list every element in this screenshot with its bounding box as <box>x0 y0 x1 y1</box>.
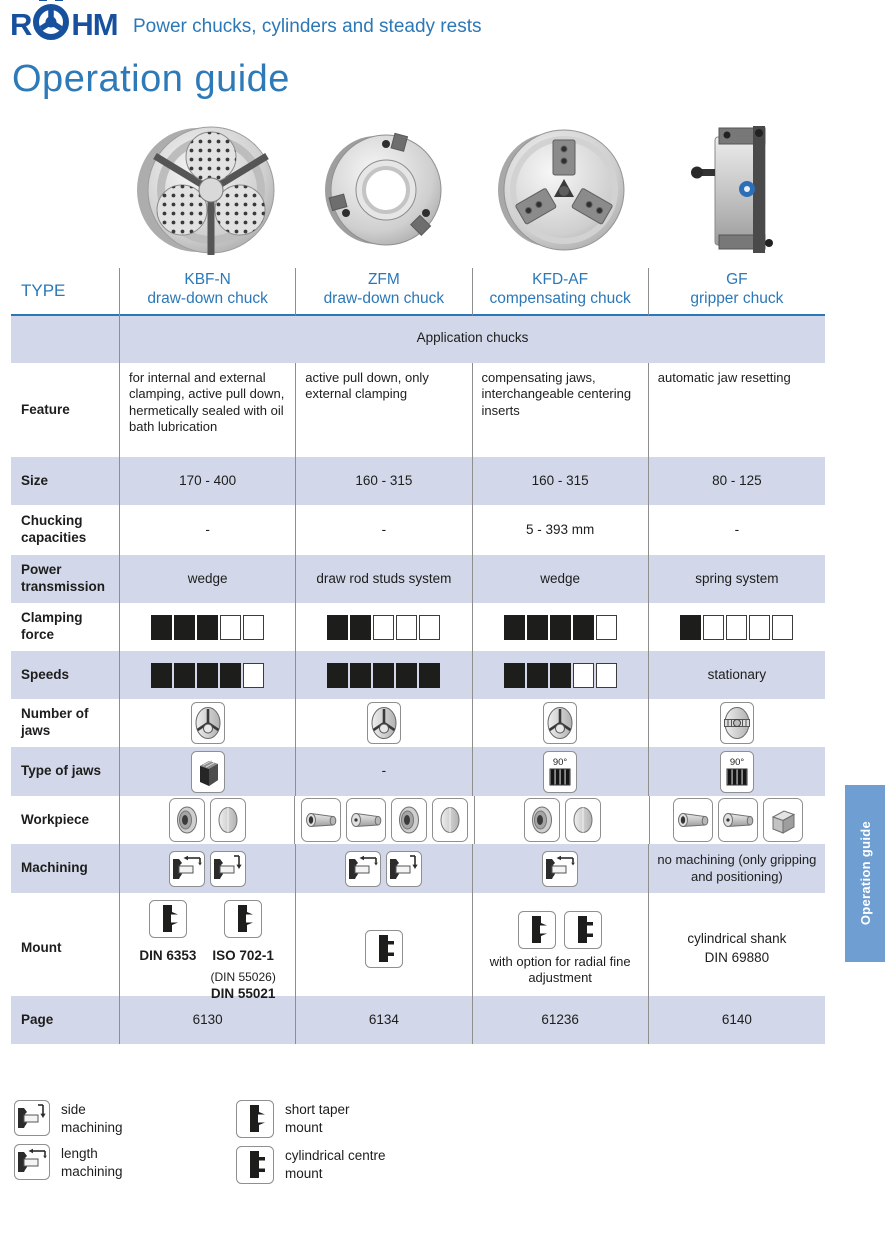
product-photos <box>120 116 825 264</box>
power-gf: spring system <box>695 570 779 586</box>
row-label-clamping-force: Clamping force <box>11 603 120 651</box>
row-type-of-jaws <box>11 747 825 796</box>
workpiece-shaft-icon <box>346 798 386 842</box>
legend-icon-holder <box>14 1144 50 1185</box>
legend-label-line: cylindrical centre <box>285 1148 386 1163</box>
workpiece-disc-icon <box>565 798 601 842</box>
type-of-jaws-gf <box>649 747 825 796</box>
row-label-power: Power transmission <box>11 555 120 603</box>
row-feature <box>11 363 825 457</box>
legend-icon-holder <box>14 1100 50 1141</box>
column-header-zfm <box>296 268 472 316</box>
rating-square-empty <box>243 663 264 688</box>
type-of-jaws-kbfn <box>120 747 296 796</box>
legend-item-side-machining <box>14 1100 123 1141</box>
size-gf: 80 - 125 <box>712 472 762 488</box>
number-of-jaws-kbfn <box>120 699 296 747</box>
feature-gf: automatic jaw resetting <box>657 370 791 385</box>
rating-square-filled <box>419 663 440 688</box>
rating-square-filled <box>504 663 525 688</box>
rating-square-filled <box>197 615 218 640</box>
rating-square-filled <box>680 615 701 640</box>
mount-kfdaf <box>473 893 649 1005</box>
workpiece-kbfn <box>120 796 295 844</box>
speeds-zfm-rating <box>296 651 472 699</box>
short-taper-mount-icon <box>236 1100 274 1138</box>
workpiece-cube-icon <box>763 798 803 842</box>
short-taper-mount-icon <box>518 911 556 949</box>
chucking-kfdaf: 5 - 393 mm <box>473 505 649 555</box>
workpiece-ring-icon <box>169 798 205 842</box>
column-subtitle: gripper chuck <box>690 290 784 308</box>
product-photo-gf <box>649 116 825 264</box>
power-kbfn: wedge <box>120 555 296 603</box>
cylindrical-centre-mount-icon <box>365 930 403 968</box>
side-machining-icon <box>210 851 246 887</box>
clamping-force-kfdaf-rating <box>473 603 649 651</box>
column-subtitle: compensating chuck <box>489 290 631 308</box>
mount-gf-line1: cylindrical shank <box>687 930 787 946</box>
legend-icon-holder <box>236 1100 274 1143</box>
logo-gear-icon <box>32 0 70 40</box>
mount-caption: DIN 55021 <box>210 985 276 1001</box>
legend-label-line: length <box>61 1146 98 1161</box>
workpiece-tube-icon <box>301 798 341 842</box>
rating-square-filled <box>573 615 594 640</box>
row-label-type-of-jaws: Type of jaws <box>11 747 120 796</box>
mount-icons <box>518 911 602 949</box>
legend <box>14 1098 574 1208</box>
comparison-table <box>11 268 825 1044</box>
block-jaw-icon <box>191 751 225 793</box>
rating-square-empty <box>419 615 440 640</box>
legend-label-line: mount <box>285 1119 323 1135</box>
legend-item-length-machining <box>14 1144 123 1185</box>
column-header-kfdaf <box>473 268 649 316</box>
row-label-mount: Mount <box>11 893 120 1005</box>
workpiece-disc-icon <box>432 798 468 842</box>
rating-square-empty <box>396 615 417 640</box>
row-label-speeds: Speeds <box>11 651 120 699</box>
mount-kbfn <box>120 893 296 1005</box>
rating-square-empty <box>703 615 724 640</box>
mount-group-iso702 <box>210 900 275 1003</box>
machining-gf: no machining (only gripping and positioning) <box>657 852 817 884</box>
workpiece-ring-icon <box>391 798 427 842</box>
legend-label-line: short taper <box>285 1102 350 1117</box>
length-machining-icon <box>542 851 578 887</box>
column-header-gf <box>649 268 825 316</box>
power-zfm: draw rod studs system <box>296 555 472 603</box>
rating-square-filled <box>527 615 548 640</box>
rating-square-filled <box>350 615 371 640</box>
row-workpiece <box>11 796 825 844</box>
page-kfdaf: 61236 <box>473 996 649 1044</box>
number-of-jaws-gf <box>649 699 825 747</box>
rating-square-filled <box>327 663 348 688</box>
clamping-force-zfm-rating <box>296 603 472 651</box>
row-label-size: Size <box>11 457 120 505</box>
short-taper-mount-icon <box>149 900 187 938</box>
length-machining-icon <box>345 851 381 887</box>
row-label-number-of-jaws: Number of jaws <box>11 699 120 747</box>
rating-square-empty <box>596 663 617 688</box>
rating-square-filled <box>174 615 195 640</box>
size-zfm: 160 - 315 <box>296 457 472 505</box>
section-tab-operation-guide <box>845 785 885 962</box>
chucking-kbfn: - <box>120 505 296 555</box>
speeds-kbfn-rating <box>120 651 296 699</box>
ninety-degree-jaw-icon <box>543 751 577 793</box>
legend-label <box>285 1100 350 1137</box>
column-subtitle: draw-down chuck <box>323 290 445 308</box>
rating-square-filled <box>220 663 241 688</box>
row-machining <box>11 844 825 893</box>
rating-square-filled <box>174 663 195 688</box>
logo-letters-hm: HM <box>71 7 118 42</box>
row-mount <box>11 893 825 1001</box>
row-page <box>11 996 825 1044</box>
size-kfdaf: 160 - 315 <box>473 457 649 505</box>
row-label-machining: Machining <box>11 844 120 893</box>
section-tab-label: Operation guide <box>857 821 873 926</box>
jaw-angle-label: 90° <box>729 756 745 768</box>
mount-group-din6353 <box>139 900 196 965</box>
page-zfm: 6134 <box>296 996 472 1044</box>
feature-zfm: active pull down, only external clamping <box>296 363 472 457</box>
length-machining-icon <box>14 1144 50 1180</box>
side-machining-icon <box>386 851 422 887</box>
row-label-page: Page <box>11 996 120 1044</box>
workpiece-gf <box>650 796 825 844</box>
speeds-gf: stationary <box>707 666 767 682</box>
feature-kfdaf: compensating jaws, interchangeable centering inserts <box>473 363 649 457</box>
mount-icon-holder <box>149 900 187 943</box>
rating-square-filled <box>550 663 571 688</box>
rating-square-empty <box>772 615 793 640</box>
rating-square-empty <box>596 615 617 640</box>
workpiece-zfm <box>295 796 475 844</box>
feature-kbfn: for internal and external clamping, active pull down, hermetically sealed with oil bath lubrication <box>120 363 296 457</box>
mount-gf-line2: DIN 69880 <box>704 949 770 965</box>
legend-label <box>61 1144 123 1181</box>
rating-square-filled <box>327 615 348 640</box>
power-kfdaf: wedge <box>473 555 649 603</box>
mount-gf <box>649 893 825 1005</box>
cylindrical-centre-mount-icon <box>564 911 602 949</box>
page-kbfn: 6130 <box>120 996 296 1044</box>
mount-caption: ISO 702-1 <box>212 947 274 963</box>
machining-zfm <box>296 844 472 893</box>
table-header-row <box>11 268 825 314</box>
legend-label-line: side <box>61 1102 86 1117</box>
machining-kfdaf <box>473 844 649 893</box>
three-jaw-chuck-icon <box>543 702 577 744</box>
rating-square-empty <box>243 615 264 640</box>
row-clamping-force <box>11 603 825 651</box>
column-subtitle: draw-down chuck <box>147 290 268 308</box>
brand-header <box>10 0 118 42</box>
row-label-feature: Feature <box>11 363 120 457</box>
clamping-force-kbfn-rating <box>120 603 296 651</box>
row-number-of-jaws <box>11 699 825 747</box>
mount-icon-holder <box>224 900 262 943</box>
rating-square-filled <box>527 663 548 688</box>
rating-square-filled <box>550 615 571 640</box>
application-band-row <box>11 314 825 363</box>
rating-square-filled <box>350 663 371 688</box>
row-chucking-capacities <box>11 505 825 555</box>
three-jaw-chuck-icon <box>191 702 225 744</box>
mount-caption: DIN 6353 <box>139 947 197 963</box>
ninety-degree-jaw-icon <box>720 751 754 793</box>
rating-square-empty <box>220 615 241 640</box>
type-of-jaws-zfm: - <box>296 747 472 796</box>
jaw-angle-label: 90° <box>552 756 568 768</box>
length-machining-icon <box>169 851 205 887</box>
legend-label <box>61 1100 123 1137</box>
column-name: KBF-N <box>184 271 231 288</box>
legend-label-line: mount <box>285 1165 323 1181</box>
machining-kbfn <box>120 844 296 893</box>
rating-square-empty <box>726 615 747 640</box>
column-name: ZFM <box>367 271 400 288</box>
row-speeds <box>11 651 825 699</box>
row-label-chucking: Chucking capacities <box>11 505 120 555</box>
product-photo-kbfn <box>120 116 296 264</box>
number-of-jaws-zfm <box>296 699 472 747</box>
mount-caption-sub: (DIN 55026) <box>210 969 276 984</box>
chucking-zfm: - <box>296 505 472 555</box>
legend-label-line: machining <box>61 1119 123 1135</box>
clamping-force-gf-rating <box>649 603 825 651</box>
short-taper-mount-icon <box>224 900 262 938</box>
mount-zfm <box>296 893 472 1005</box>
column-name: KFD-AF <box>532 271 589 288</box>
legend-item-short-taper-mount <box>236 1100 350 1143</box>
workpiece-tube-icon <box>673 798 713 842</box>
three-jaw-chuck-icon <box>367 702 401 744</box>
rating-square-filled <box>504 615 525 640</box>
rohm-logo <box>10 0 118 40</box>
legend-icon-holder <box>236 1146 274 1189</box>
workpiece-disc-icon <box>210 798 246 842</box>
size-kbfn: 170 - 400 <box>120 457 296 505</box>
legend-item-cylindrical-centre-mount <box>236 1146 386 1189</box>
rating-square-filled <box>197 663 218 688</box>
two-jaw-chuck-icon <box>720 702 754 744</box>
rating-square-filled <box>151 663 172 688</box>
workpiece-kfdaf <box>475 796 650 844</box>
column-name: GF <box>726 271 748 288</box>
rating-square-empty <box>373 615 394 640</box>
number-of-jaws-kfdaf <box>473 699 649 747</box>
page-gf: 6140 <box>721 1011 752 1027</box>
rating-square-empty <box>573 663 594 688</box>
workpiece-ring-icon <box>524 798 560 842</box>
mount-note: with option for radial fine adjustment <box>489 954 631 986</box>
page-title: Operation guide <box>12 58 290 100</box>
row-label-workpiece: Workpiece <box>11 796 120 844</box>
column-header-kbfn <box>120 268 296 316</box>
row-size <box>11 457 825 505</box>
legend-label <box>285 1146 386 1183</box>
rating-square-empty <box>749 615 770 640</box>
chucking-gf: - <box>734 521 740 537</box>
workpiece-shaft-icon <box>718 798 758 842</box>
type-of-jaws-kfdaf <box>473 747 649 796</box>
rating-square-filled <box>373 663 394 688</box>
type-header: TYPE <box>11 268 120 316</box>
legend-label-line: machining <box>61 1163 123 1179</box>
cylindrical-centre-mount-icon <box>236 1146 274 1184</box>
speeds-kfdaf-rating <box>473 651 649 699</box>
product-photo-zfm <box>296 116 472 264</box>
page-subtitle: Power chucks, cylinders and steady rests <box>133 16 482 37</box>
application-band-label: Application chucks <box>416 330 529 346</box>
rating-square-filled <box>151 615 172 640</box>
application-band-spacer <box>11 314 120 363</box>
product-photo-kfdaf <box>473 116 649 264</box>
row-power-transmission <box>11 555 825 603</box>
logo-letter-r: R <box>10 7 32 42</box>
side-machining-icon <box>14 1100 50 1136</box>
rating-square-filled <box>396 663 417 688</box>
